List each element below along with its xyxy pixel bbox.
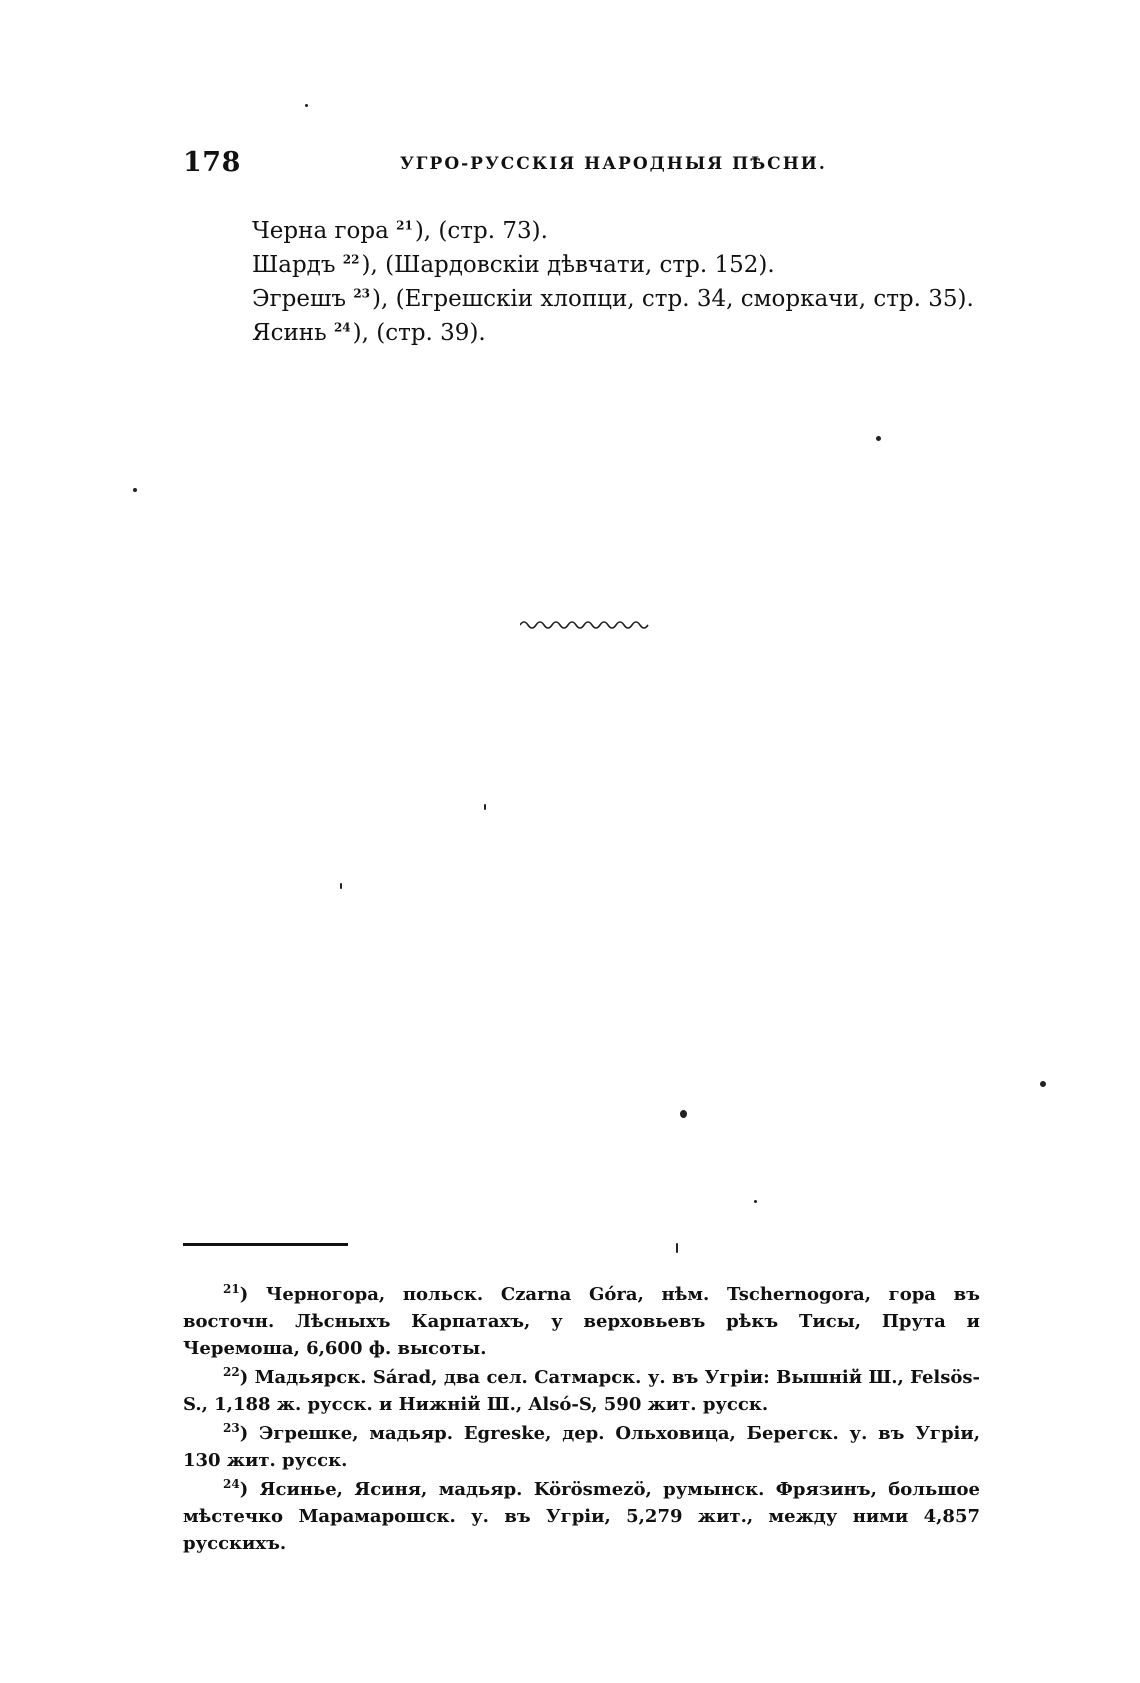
entry-reference: ), (Шардовскіи дѣвчати, стр. 152). [361,252,775,278]
footnote-marker: 22 [223,1365,240,1379]
scan-speck [680,1110,687,1118]
scan-speck [1040,1081,1046,1087]
entry-name: Эгрешъ [252,286,346,312]
entry-reference: ), (стр. 73). [414,218,548,244]
scan-speck [340,883,342,889]
running-title: УГРО-РУССКІЯ НАРОДНЫЯ ПѢСНИ. [400,154,827,174]
entry-reference: ), (Егрешскіи хлопци, стр. 34, сморкачи, стр. 35). [372,286,974,312]
scan-speck [754,1200,757,1203]
footnote-marker: 21 [396,218,413,233]
scan-speck [484,804,486,810]
list-item [252,248,974,282]
entry-name: Шардъ [252,252,336,278]
page-number: 178 [183,147,241,178]
list-item [252,214,974,248]
footnotes [183,1281,980,1559]
footnote-text: ) Черногора, польск. Czarna Góra, нѣм. Tschernogora, гора въ восточн. Лѣсныхъ Карпатахъ, у верховьевъ рѣкъ Тисы, Прута и Черемоша, 6,600 ф. высоты. [183,1284,980,1359]
footnote-marker: 23 [353,286,371,301]
scan-speck [676,1243,678,1253]
entry-name: Черна гора [252,218,389,244]
entry-reference: ), (стр. 39). [352,320,486,346]
list-item [252,316,974,350]
entry-name: Ясинь [252,320,327,346]
list-item [252,282,974,316]
footnote-text: ) Ясинье, Ясиня, мадьяр. Körösmezö, румынск. Фрязинъ, большое мѣстечко Марамарошск. у. въ Угріи, 5,279 жит., между ними 4,857 русскихъ. [183,1479,980,1554]
scan-speck [876,436,881,441]
scan-speck [305,104,308,107]
footnote-marker: 22 [342,252,360,267]
footnote [183,1364,980,1418]
footnote-marker: 21 [223,1282,240,1296]
scan-speck [133,488,137,492]
village-list [252,214,974,350]
footnote [183,1420,980,1474]
footnote-text: ) Эгрешке, мадьяр. Egreske, дер. Ольховица, Берегск. у. въ Угріи, 130 жит. русск. [183,1423,980,1471]
footnote-marker: 24 [333,320,351,335]
footnote-rule [183,1243,348,1246]
footnote [183,1476,980,1557]
footnote-marker: 24 [223,1477,240,1491]
wavy-divider-ornament [520,618,650,632]
footnote [183,1281,980,1362]
footnote-marker: 23 [223,1421,240,1435]
footnote-text: ) Мадьярск. Sárad, два сел. Сатмарск. у. въ Угріи: Вышній Ш., Felsös-S., 1,188 ж. русск. и Нижній Ш., Alsó-S, 590 жит. русск. [183,1367,980,1415]
